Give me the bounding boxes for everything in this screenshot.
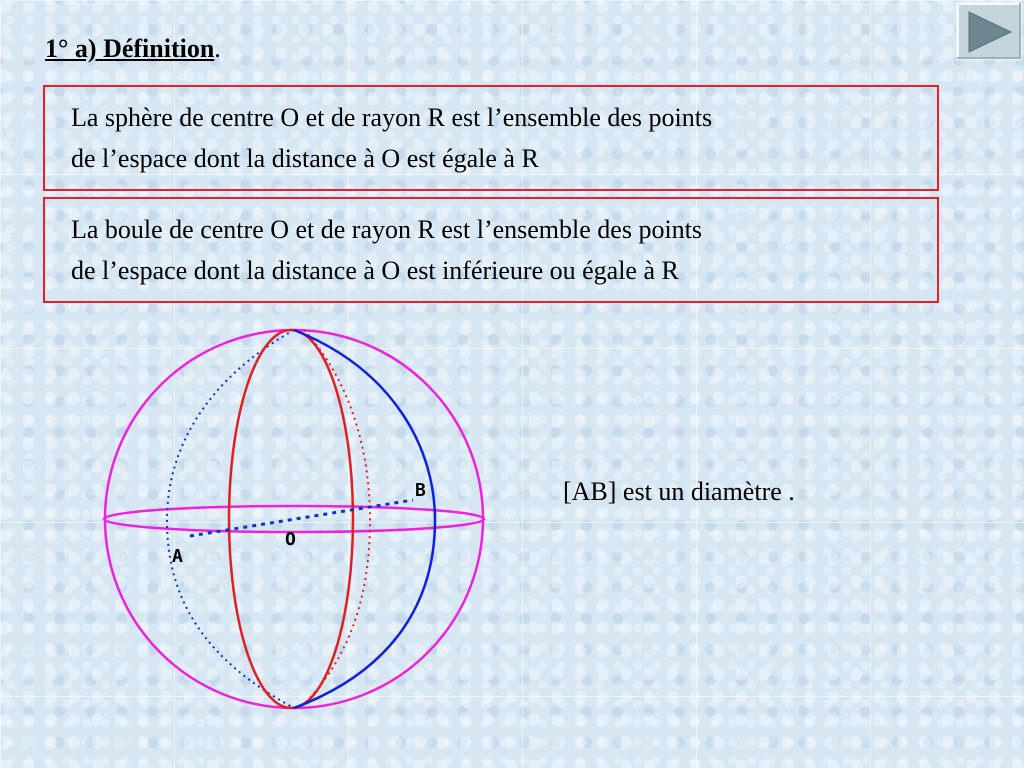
slide-heading <box>45 34 221 64</box>
heading-number: 1° a) <box>45 34 104 63</box>
play-arrow-icon <box>957 3 1023 61</box>
heading-title: Définition <box>103 34 215 63</box>
hidden-left-arc <box>167 330 294 708</box>
sphere-definition-line-1: La sphère de centre O et de rayon R est l’ensemble des points <box>71 103 713 132</box>
heading-punct: . <box>214 34 221 63</box>
ball-definition-line-1: La boule de centre O et de rayon R est l’ensemble des points <box>71 215 703 244</box>
sphere-outline <box>105 330 483 708</box>
ball-definition-box <box>43 197 939 303</box>
next-slide-button[interactable] <box>956 2 1022 60</box>
sphere-diagram <box>95 320 505 720</box>
point-a-label: A <box>172 546 183 567</box>
sphere-definition-text <box>71 97 712 179</box>
point-b-label: B <box>415 480 426 501</box>
ball-definition-text <box>71 209 702 291</box>
sphere-definition-line-2: de l’espace dont la distance à O est égale à R <box>71 144 539 173</box>
point-o-label: O <box>285 529 296 550</box>
back-meridian <box>294 330 435 708</box>
sphere-definition-box <box>43 85 939 191</box>
diameter-caption: [AB] est un diamètre . <box>563 477 795 506</box>
ball-definition-line-2: de l’espace dont la distance à O est inférieure ou égale à R <box>71 256 679 285</box>
